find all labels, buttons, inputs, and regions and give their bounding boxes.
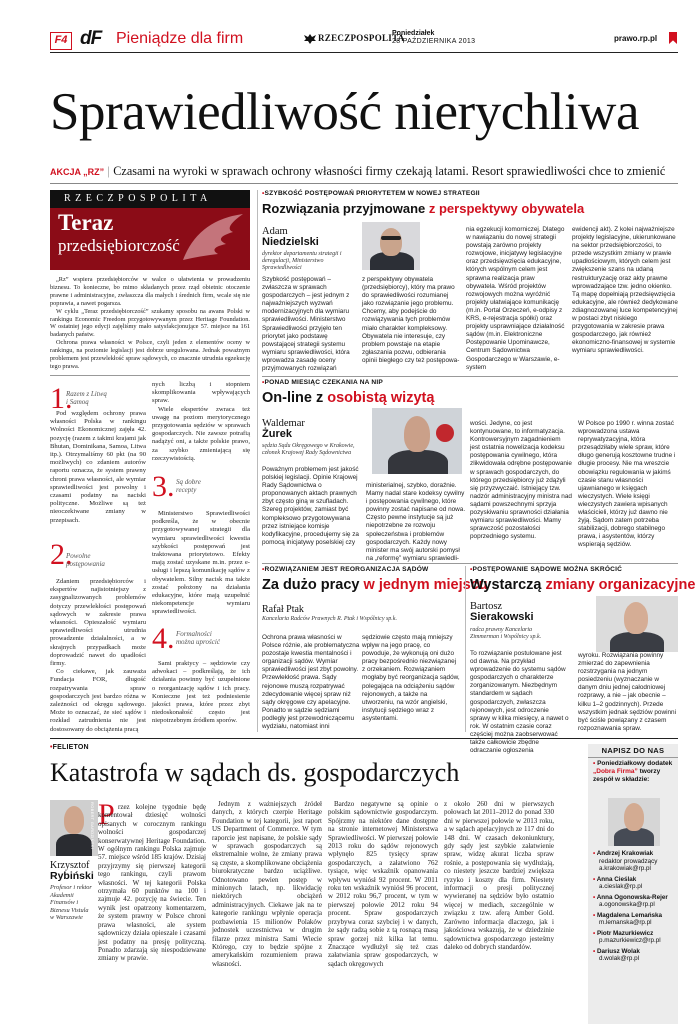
box3-title: Za dużo pracy w jednym miejscu bbox=[262, 577, 488, 593]
box1-col1: Szybkość postępowań – zwłaszcza w sprawach gospodarczych – jest jednym z najważniejszych wyzwań modernizacyjnych dla wymiaru sprawiedliwości. Ministerstwo Sprawiedliwości przyjęło ten priorytet jako podstawę powstającej strategii systemu wymiaru sprawiedliwości, która wprowadza zasadę oceny przyjmowanych rozwiązań bbox=[262, 276, 350, 373]
box2-title: On-line z osobistą wizytą bbox=[262, 390, 435, 406]
box2-person-desc: sędzia Sądu Okręgowego w Krakowie, członek Krajowej Rady Sądownictwa bbox=[262, 443, 355, 456]
sidebar bbox=[588, 744, 678, 1024]
logo-mark bbox=[436, 424, 454, 442]
box3-tag: •ROZWIĄZANIEM JEST REORGANIZACJA SĄDÓW bbox=[262, 566, 429, 573]
box3-person: Rafał Ptak bbox=[262, 604, 304, 615]
box4-person: Bartosz Sierakowski bbox=[470, 601, 534, 623]
box4-person-desc: radca prawny Kancelaria Zimmerman i Wspólnicy sp.k. bbox=[470, 627, 542, 640]
feuilleton-tag: •FELIETON bbox=[50, 744, 89, 751]
box1-col4: ewidencji akt). Z kolei najważniejsze projekty legislacyjne, ukierunkowane na sektor przedsiębiorczości, to przede wszystkim zmiany w prawie upadłościowym, których celem jest zwiększenie szans na udaną restrukturyzację oraz akty prawne wprowadzające tzw. jedno okienko. Tą mapę dopełniają przedsięwzięcia edukacyjne, ale również dedykowane zdiagnozowanej luce kompetencyjnej w postaci zbyt niskiego przygotowania w zakresie prawa gospodarczego, jak również ekonomiczno-finansowej w systemie wymiaru sprawiedliwości. bbox=[572, 226, 678, 355]
editor-photo bbox=[608, 798, 660, 846]
box4-col2: wyroku. Rozwiązania powinny zmierzać do zapewnienia rozstrzygania na jednym posiedzeniu (wyznaczanie w danym dniu jednej całodniowej rozprawy, a nie – jak obecnie – kilku 1–2 godzinnych). Przede wszystkim jednak sędziów powinni być ściśle powiązany z czasem rozpoznawania spraw. bbox=[578, 652, 677, 732]
editor-4: • Piotr Mazurkiewicz p.mazurkiewicz@rp.pl bbox=[593, 929, 661, 944]
sidebar-intro: • Poniedziałkowy dodatek „Dobra Firma” tworzy zespół w składzie: bbox=[593, 760, 673, 783]
bookmark-icon bbox=[669, 32, 677, 44]
point-3: 3. Są dobre recepty bbox=[152, 470, 201, 503]
col2-text-c: Sami praktycy – sędziowie czy adwokaci – podkreślają, że ich działania powinny być uzupełnione o reorganizację sądów i ich pracy. Konieczne jest też podniesienie jakości prawa, które przez zbyt niedoskonałość często jest niepotrzebnym źródłem sporów. bbox=[152, 660, 250, 725]
feuilleton-col1: rzez kolejne tygodnie będę komentował dziesięć wolności opisanych w corocznym rankingu wolności gospodarczej konserwatywnej Heritage Foundation. W ogólnym rankingu Polska zajmuje 57. miejsce wśród 185 krajów. Dzisiaj przyjrzymy się pierwszej kategorii tego rankingu, czyli prawom własności. W tej kategorii Polska otrzymała 60 punktów na 100 i zajmuje 42. pozycję na świecie. Ten wynik jest opatrzony komentarzem, że system prawny w Polsce chroni prawa własności, ale system sądowniczy działa opieszale i czasami jest podatny na presję polityczną. Ponadto zdarzają się niespodziewane zmiany w prawie. bbox=[98, 803, 206, 963]
issue-date: 28 PAŹDZIERNIKA 2013 bbox=[392, 38, 476, 45]
point-4: 4. Formalności można uprościć bbox=[152, 622, 220, 655]
col1-text-a: Pod względem ochrony prawa własności Polska w rankingu Wolności Ekonomicznej zajęła 42. pozycję (razem z takimi krajami jak Bhutan, Dominikana, Samoa, Litwa itp.). Otrzymaliśmy 60 pkt (na 90 możliwych) co zdaniem autorów raportu oznacza, że system prawny chroni prawa własności, ale wymiar sprawiedliwości jest powolny i czasami podatny na naciski polityczne. Możliwe są też nieoczekiwane zmiany w przepisach. bbox=[50, 410, 146, 524]
photo-credit: ROBERT GARDZIŃSKI bbox=[90, 802, 95, 850]
box2-col4: W Polsce po 1990 r. winna zostać wprowadzona ustawa reprywatyzacyjna, która przesądziłaby wiele spraw, które długo generują kosztowne trudne i długie procesy. Nie ma wreszcie obowiązku regulowania w jakimś czasie stanu własności ujawnianego w księgach wieczystych. Wiele księgi wieczystych zawiera wpisanych właścicieli, którzy już dawno nie żyją. Sądom zatem potrzeba stabilizacji, dobrego stabilnego prawa, i asystentów, którzy wspierają sędziów. bbox=[578, 420, 676, 549]
lead-text: Czasami na wyroki w sprawach ochrony własności firmy czekają latami. Resort sprawiedliwości chce to zmienić bbox=[113, 164, 666, 178]
box1-col3: nia egzekucji komorniczej. Dlatego w nawiązaniu do nowej strategii powstają zarówno projekty rozwojowe, inicjatywy legislacyjne oraz przedsięwzięcia edukacyjne, których wspólnym celem jest sprawna realizacja praw obywatela. Wśród projektów rozwojowych można wyróżnić projekty ułatwiające komunikację (m.in. Portal Orzeczeń, e-odpisy z KRS, e-rejestracja spółki) oraz projekty usprawniające działalność sądów (m.in. Elektroniczne Postępowanie Upominawcze, Centrum Sądownictwa Gospodarczego w Warszawie, e-system bbox=[466, 226, 565, 371]
editor-2: • Anna Ogonowska-Rejer a.ogonowska@rp.pl bbox=[593, 893, 668, 908]
feuilleton-col2: Jednym z ważniejszych źródeł danych, z których czerpie Heritage Foundation w tej kategorii, jest raport US Department of Commerce. W tym raporcie jest napisane, że polskie sądy w sprawach gospodarczych są ekstremalnie wolne, że zmiany prawa są częste, a skomplikowane obciążenia biurokratyczne bardzo uciążliwe. Odnotowano pewien postęp w minionych latach, np. likwidację niektórych obciążeń administracyjnych. Ciekawe jak na te kategorie rankingu wpłynie operacja pozbawienia 15 milionów Polaków jednostek uczestnictwa w drugim filarze przez ministra Sami Wiecie Którego, czy to będzie spójne z amerykańskim rozumieniem prawa własności. bbox=[212, 800, 322, 968]
box3-col2: sędziowie często mają mniejszy wpływ na jego pracę, co powoduje, że wykonują oni dużo pracy bezpośrednio niezwiązanej z orzekaniem. Rozwiązaniem mogłaby być reorganizacja sądów, polegająca na odciążeniu sądów rejonowych, a także na utworzeniu, na wzór angielski, instytucji sędziego wraz z asystentami. bbox=[362, 634, 460, 722]
page-header bbox=[0, 0, 699, 60]
box1-col2: z perspektywy obywatela (przedsiębiorcy), który ma prawo do sprawiedliwości rozumianej jako rozwiązanie jego problemu. Chcemy, aby podejście do rozwiązywania tych problemów miało charakter kompleksowy. Obywatela nie interesuje, czy problem powstaje na etapie zgłaszania pozwu, odbierania opinii biegłego czy też postępowa- bbox=[362, 276, 460, 364]
promo-line1: Teraz bbox=[58, 210, 114, 235]
intro-text: „Rz” wspiera przedsiębiorców w walce o ułatwienia w prowadzeniu biznesu. To konieczne, bo mimo składanych przez rząd obietnic otoczenie prawne i administracyjne, zwłaszcza dla małych i średnich firm, wcale się nie poprawia, a nawet pogarsza. W cyklu „Teraz przedsiębiorczość” szukamy sposobu na awans Polski w rankingu Economic Freedom przygotowywanym przez Heritage Foundation. W ostatniej jego edycji zajęliśmy mało satysfakcjonujące 57. miejsce na 161 badanych państw. Ochrona prawa własności w Polsce, czyli jeden z elementów oceny w rankingu, na poziomie legislacji jest dobrze uregulowana. Jednak poważnym problemem jest przewlekłość spraw sądowych, co znacznie utrudnia egzekucję tego prawa. bbox=[50, 276, 250, 370]
issue-day: Poniedziałek bbox=[392, 30, 435, 37]
col2-text-b: Ministerstwo Sprawiedliwości podkreśla, że w obecnie przygotowywanej strategii dla wymiaru sprawiedliwości kwestia szybkości postępowań jest traktowana priorytetowo. Efekty mają zostać uzyskane m.in. przez e-usługi i lepszą komunikację sądów z obywatelem. Silny nacisk ma także zostać położony na działania edukacyjne, które mają uzupełnić niekompetencje wymiaru sprawiedliwości. bbox=[152, 510, 250, 616]
drop-cap: P bbox=[98, 798, 115, 831]
box1-person: Adam Niedzielski bbox=[262, 226, 319, 248]
box2-col3: wości. Jedyne, co jest kontynuowane, to informatyzacja. Kontrowersyjnym zagadnieniem jest ostatnia nowelizacja kodeksu postępowania cywilnego, która zlikwidowała odrębne postępowanie w sprawach gospodarczych, do którego przedsiębiorcy już zdążyli się przyzwyczaić. Istniejący tzw. nadzór administracyjny ministra nad sądami powszechnymi sprzyja pozyskiwaniu sprawności działania wymiaru sprawiedliwości. Mamy sprawczość pozostałości poprzedniego systemu. bbox=[470, 420, 572, 541]
box2-col2: ministerialnej, szybko, doraźnie. Mamy nadal stare kodeksy cywilny i postępowania cywilnego, które powinny zostać napisane od nowa. Często pewne instytucje są już niepotrzebne ze rozwoju społeczeństwa i problemów gospodarczych. Każdy nowy minister ma swój autorski pomysł na „reformę” wymiaru sprawiedli- bbox=[366, 482, 466, 562]
author-desc: Profesor i rektor Akademii Finansów i Biznesu Vistula w Warszawie bbox=[50, 884, 92, 922]
box2-person: Waldemar Żurek bbox=[262, 418, 305, 440]
page-number: F4 bbox=[50, 32, 72, 50]
promo-box bbox=[50, 190, 250, 270]
editor-3: • Magdalena Lemańska m.lemanska@rp.pl bbox=[593, 911, 663, 926]
feuilleton-col3: Bardzo negatywne są opinie o polskim sądownictwie gospodarczym. Spójrzmy na niektóre dane dostępne na stronie internetowej Ministerstwa Sprawiedliwości. W pierwszej połowie 2013 roku do sądów rejonowych wpłynęło 825 tysięcy spraw gospodarczych, a załatwiono 762 tysiące, więc wskaźnik opanowania wpływu wyniósł 92 procent. W 2011 roku ten wskaźnik wyniósł 96 procent, w 2012 roku 96,7 procent, w tym w pierwszej połowie 2012 roku 94 procent. Spraw gospodarczych przybywa coraz szybciej i w danych, że sądy radzą sobie z tą rosnącą masą spraw gorzej niż kilka lat temu. Znaczące wydłużył się też czas załatwiania spraw gospodarczych, w sądach okręgowych bbox=[328, 800, 438, 968]
feuilleton-col4: z około 260 dni w pierwszych połowach lat 2011–2012 do ponad 330 dni w pierwszej połowie w 2013 roku, a w sądach apelacyjnych ze 117 dni do 148 dni. W czasach dekoniunktury, gdy sądy jest szybkie załatwienie spraw, widzę akurat liczba spraw rośnie, a postępowania się wydłużają, co niestety jeszcze bardziej zwiększa ryzyko i koszty dla firm. Niestety informacji o presji politycznej wywieranej na sędziów było ostatnio więcej w mediach, szczególnie w związku z tzw. aferą Amber Gold. Zarówno informacja dlaczego, jak i jakościowa wskazują, że w dziedzinie sądownictwa gospodarczego jesteśmy daleko od dobrych standardów. bbox=[444, 800, 554, 951]
point-2: 2. Powolne postępowania bbox=[50, 538, 105, 571]
main-title: Sprawiedliwość nierychliwa bbox=[50, 83, 639, 141]
point-1: 1. Razem z Litwą i Samoą bbox=[50, 382, 107, 415]
promo-paper: RZECZPOSPOLITA bbox=[64, 193, 212, 204]
wing-icon bbox=[178, 210, 248, 268]
editor-list bbox=[593, 850, 677, 963]
box4-title: Wystarczą zmiany organizacyjne bbox=[470, 577, 696, 593]
editor-5: • Dariusz Wolak d.wolak@rp.pl bbox=[593, 947, 640, 962]
editor-0: • Andrzej Krakowiak redaktor prowadzący a.krakowiak@rp.pl bbox=[593, 850, 658, 872]
editor-1: • Anna Cieślak a.cieslak@rp.pl bbox=[593, 875, 643, 890]
sidebar-title: NAPISZ DO NAS bbox=[601, 746, 665, 755]
lead-line: AKCJA „RZ” | Czasami na wyroki w sprawach ochrony własności firmy czekają latami. Resort sprawiedliwości chce to zmienić bbox=[50, 163, 666, 178]
paper-name: RZECZPOSPOLITA bbox=[318, 33, 405, 43]
box4-tag: •POSTĘPOWANIE SĄDOWE MOŻNA SKRÓCIĆ bbox=[470, 566, 623, 573]
box4-col1: To rozwiązanie postulowane jest od dawna. Na przykład wprowadzenie do systemu sądów gospodarczych o charakterze zorganizowanym. Niezbędnym standardem w sądach gospodarczych, zwłaszcza rejonowych, jest odroczenie sprawy w kilka miesięcy, a nawet o rok. W ostatnim czasie coraz częściej można zaobserwować także całkowicie zbędne odraczanie ogłoszenia bbox=[470, 650, 569, 755]
promo-line2: przedsiębiorczość bbox=[58, 236, 180, 255]
box2-photo bbox=[372, 408, 462, 474]
box2-col1: Poważnym problemem jest jakość polskiej legislacji. Opinie Krajowej Rady Sądownictwa o proponowanych aktach prawnych zbyt często giną w szufladach. Szereg projektów, zamiast być kompleksowo przygotowywana przez istniejące komisje kodyfikacyjne, procedujemy się za pomocą inicjatywy poselskiej czy bbox=[262, 466, 359, 546]
eagle-icon bbox=[303, 32, 317, 44]
box1-tag: •SZYBKOŚĆ POSTĘPOWAŃ PRIORYTETEM W NOWEJ STRATEGII bbox=[262, 190, 480, 197]
box1-person-desc: dyrektor departamentu strategii i deregulacji, Ministerstwo Sprawiedliwości bbox=[262, 251, 342, 271]
box2-tag: •PONAD MIESIĄC CZEKANIA NA NIP bbox=[262, 379, 384, 386]
box4-photo bbox=[596, 596, 678, 652]
box1-photo bbox=[362, 222, 420, 270]
df-logo: dF bbox=[80, 28, 102, 49]
box3-person-desc: Kancelaria Radców Prawnych R. Ptak i Wspólnicy sp.k. bbox=[262, 616, 397, 622]
col1-text-b: Zdaniem przedsiębiorców i ekspertów najistotniejszy z zasygnalizowanych problemów dotyczy przewlekłości postępowań sądowych w zakresie prawa własności. Opieszałość wymiaru sprawiedliwości utrudnia prowadzenie działalności, a w skrajnych przypadkach może doprowadzić nawet do upadłości firmy. Co ciekawe, jak zauważa Fundacja FOR, długość rozpatrywania spraw gospodarczych jest bardzo różna w zależności od okręgu sądowego. Może to oznaczać, że sieć sądów i rozkład zatrudnienia nie jest dostosowany do obciążenia pracą bbox=[50, 578, 146, 733]
lead-tag: AKCJA „RZ” bbox=[50, 167, 105, 177]
box3-col1: Ochrona prawa własności w Polsce różnie, ale problematyczna pozostaje kwestia mentalności i organizacji sądów. Wymiar sprawiedliwości jest zbyt powolny. Przewlekłość prawa. Sądy rejonowe muszą rozpatrywać zdecydowanie więcej spraw niż sądy okręgowe czy apelacyjne. Ponadto w sądzie sędziami podległy jest przewodniczącemu wydziału, natomiast inni bbox=[262, 634, 360, 731]
section-name: Pieniądze dla firm bbox=[116, 30, 244, 47]
col2-text-a: nych liczbą i stopniem skomplikowania wpływających spraw. Wiele ekspertów zwraca też uwagę na poziom merytorycznego przygotowania sędziów w sprawach gospodarczych. Nie zawsze potrafią nadążyć oni, a także polskie prawo, za szybko zmieniającą się rzeczywistością. bbox=[152, 381, 250, 462]
feuilleton-title: Katastrofa w sądach ds. gospodarczych bbox=[50, 758, 460, 787]
site-url[interactable]: prawo.rp.pl bbox=[614, 34, 658, 43]
box1-title: Rozwiązania przyjmowane z perspektywy obywatela bbox=[262, 201, 585, 216]
author-name: Krzysztof Rybiński bbox=[50, 860, 94, 882]
